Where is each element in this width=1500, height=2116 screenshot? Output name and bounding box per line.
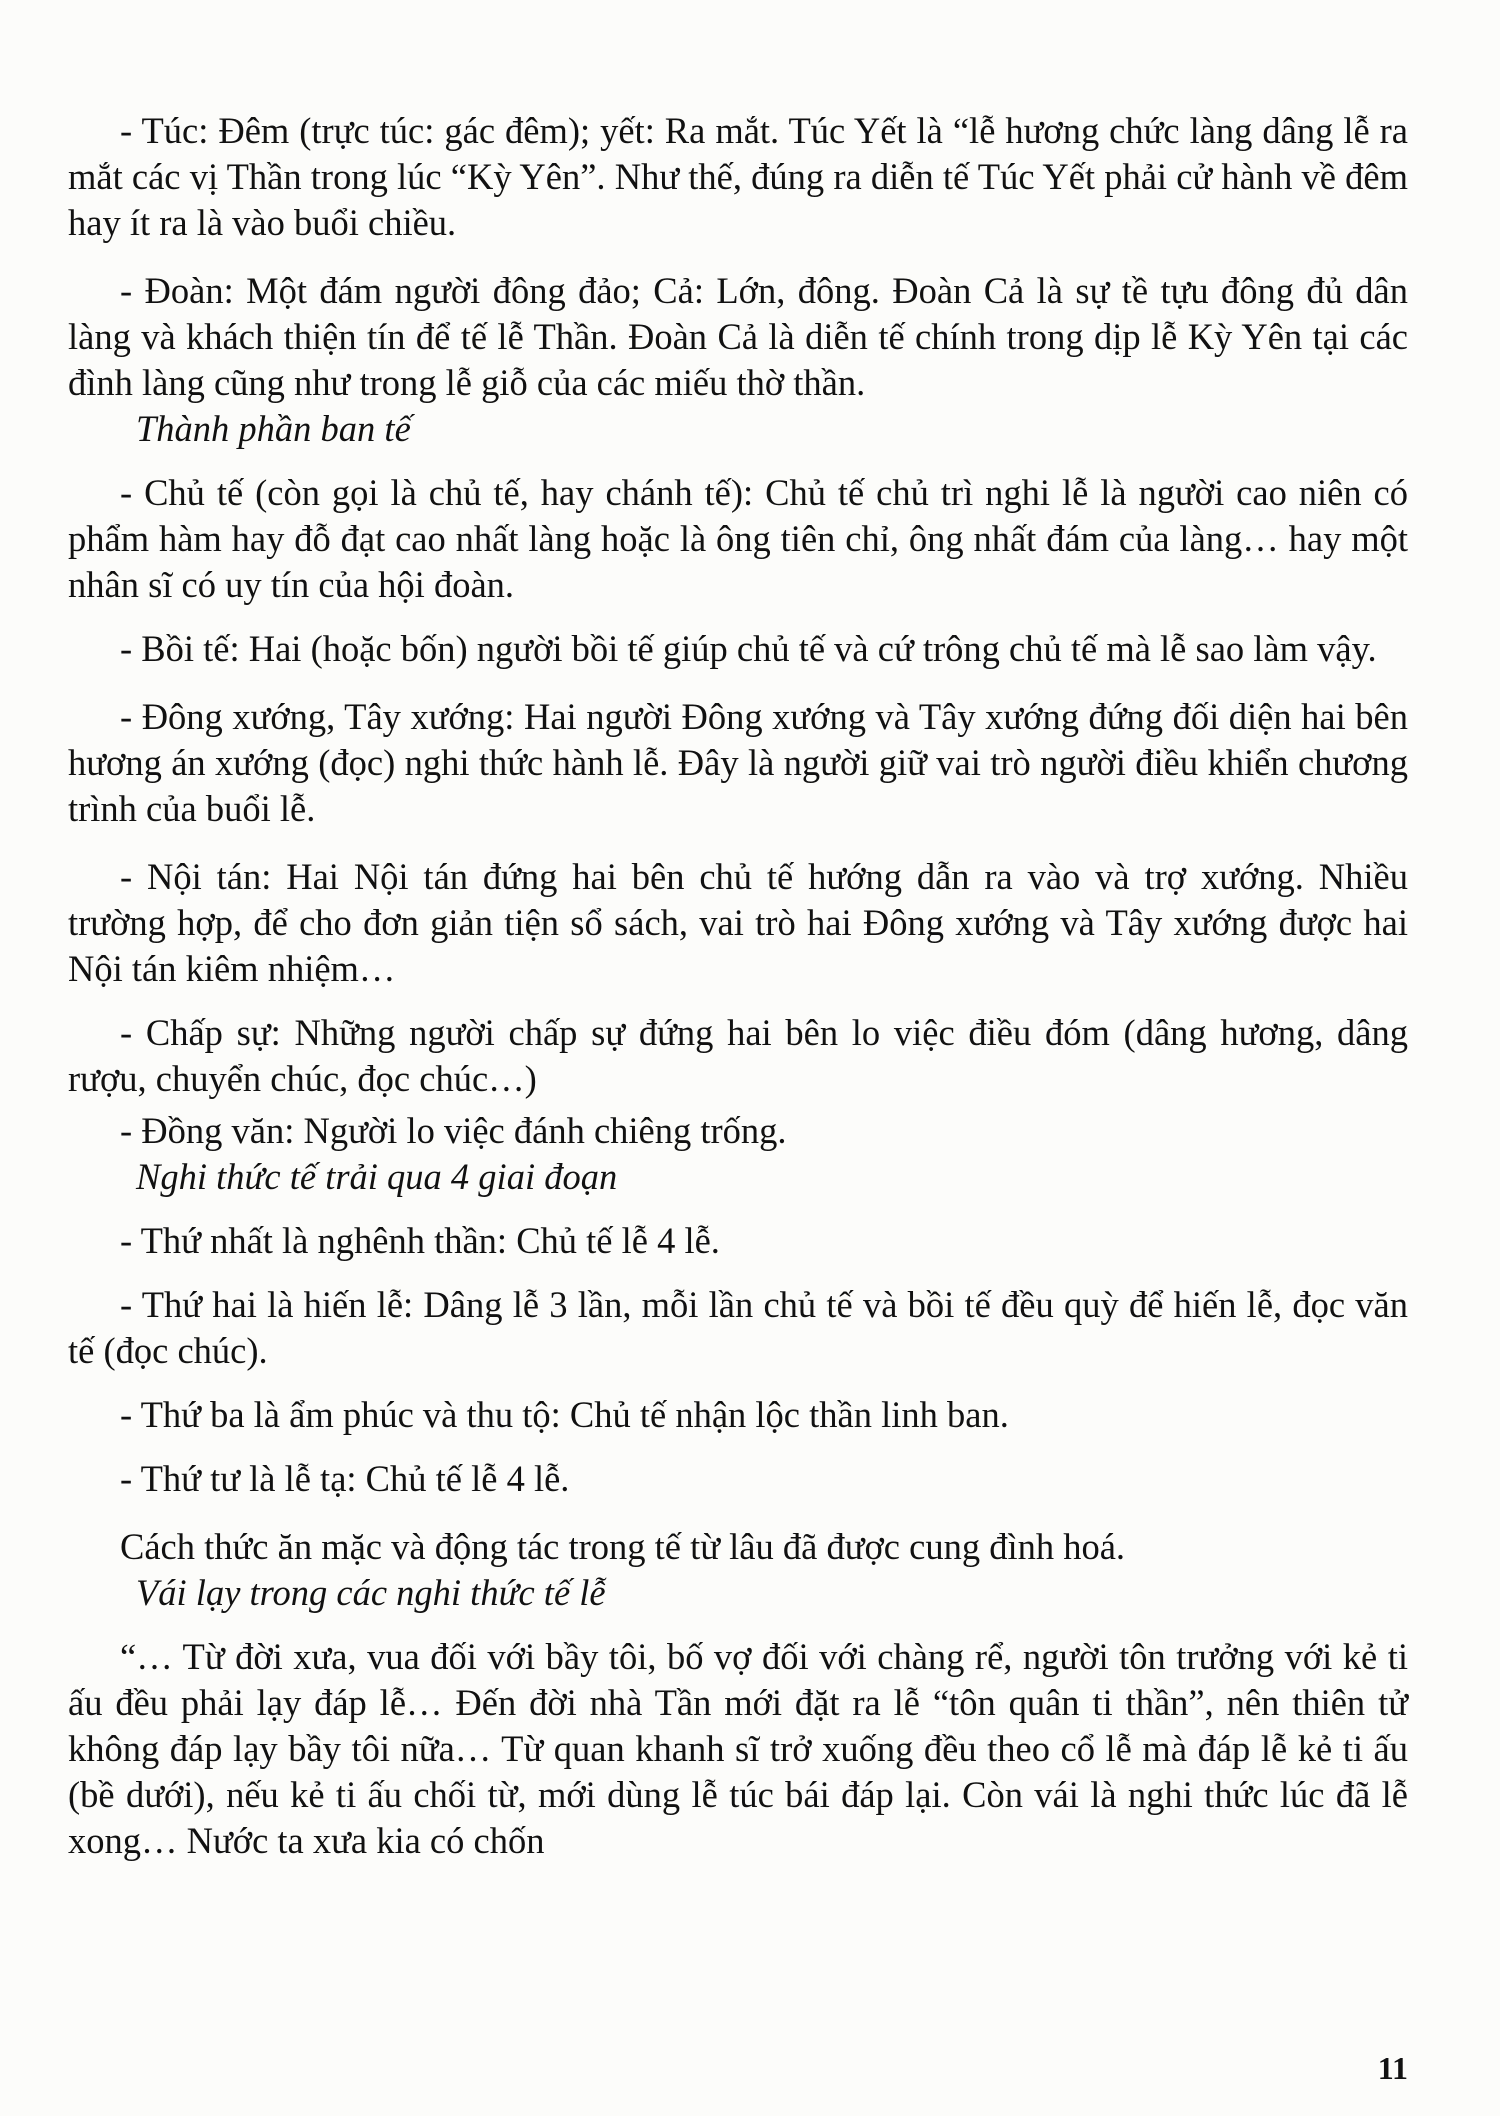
page-number: 11 xyxy=(1377,2050,1408,2086)
heading-thanh-phan-ban-te: Thành phần ban tế xyxy=(136,408,411,449)
paragraph-dong-van: - Đồng văn: Người lo việc đánh chiêng trống. xyxy=(120,1110,787,1151)
paragraph-boi-te: - Bồi tế: Hai (hoặc bốn) người bồi tế giúp chủ tế và cứ trông chủ tế mà lễ sao làm vậy. xyxy=(120,628,1377,669)
paragraph-chu-te: - Chủ tế (còn gọi là chủ tế, hay chánh tế): Chủ tế chủ trì nghi lễ là người cao niên có phẩm hàm hay đỗ đạt cao nhất làng hoặc là ông tiên chỉ, ông nhất đám của làng… hay một nhân sĩ có uy tín của hội đoàn. xyxy=(68,472,1408,605)
heading-vai-lay: Vái lạy trong các nghi thức tế lễ xyxy=(136,1572,606,1613)
paragraph-doan-ca: - Đoàn: Một đám người đông đảo; Cả: Lớn, đông. Đoàn Cả là sự tề tựu đông đủ dân làng và khách thiện tín để tế lễ Thần. Đoàn Cả là diễn tế chính trong dịp lễ Kỳ Yên tại các đình làng cũng như trong lễ giỗ của các miếu thờ thần. xyxy=(68,270,1408,403)
heading-nghi-thuc-te: Nghi thức tế trải qua 4 giai đoạn xyxy=(136,1156,618,1197)
paragraph-cach-thuc-an-mac: Cách thức ăn mặc và động tác trong tế từ lâu đã được cung đình hoá. xyxy=(120,1526,1126,1567)
paragraph-thu-nhat: - Thứ nhất là nghênh thần: Chủ tế lễ 4 lễ. xyxy=(120,1220,720,1261)
paragraph-thu-ba: - Thứ ba là ẩm phúc và thu tộ: Chủ tế nhận lộc thần linh ban. xyxy=(120,1394,1009,1435)
paragraph-thu-tu: - Thứ tư là lễ tạ: Chủ tế lễ 4 lễ. xyxy=(120,1458,570,1499)
paragraph-dong-xuong-tay-xuong: - Đông xướng, Tây xướng: Hai người Đông xướng và Tây xướng đứng đối diện hai bên hương án xướng (đọc) nghi thức hành lễ. Đây là người giữ vai trò người điều khiển chương trình của buổi lễ. xyxy=(68,696,1408,829)
page-body xyxy=(68,108,1408,1864)
paragraph-noi-tan: - Nội tán: Hai Nội tán đứng hai bên chủ tế hướng dẫn ra vào và trợ xướng. Nhiều trường hợp, để cho đơn giản tiện sổ sách, vai trò hai Đông xướng và Tây xướng được hai Nội tán kiêm nhiệm… xyxy=(68,856,1408,989)
paragraph-tuc-yet: - Túc: Đêm (trực túc: gác đêm); yết: Ra mắt. Túc Yết là “lễ hương chức làng dâng lễ ra mắt các vị Thần trong lúc “Kỳ Yên”. Như thế, đúng ra diễn tế Túc Yết phải cử hành về đêm hay ít ra là vào buổi chiều. xyxy=(68,110,1408,243)
paragraph-chap-su: - Chấp sự: Những người chấp sự đứng hai bên lo việc điều đóm (dâng hương, dâng rượu, chuyển chúc, đọc chúc…) xyxy=(68,1012,1408,1099)
paragraph-thu-hai: - Thứ hai là hiến lễ: Dâng lễ 3 lần, mỗi lần chủ tế và bồi tế đều quỳ để hiến lễ, đọc văn tế (đọc chúc). xyxy=(68,1284,1408,1371)
paragraph-quotation: “… Từ đời xưa, vua đối với bầy tôi, bố vợ đối với chàng rể, người tôn trưởng với kẻ ti ấu đều phải lạy đáp lễ… Đến đời nhà Tần mới đặt ra lễ “tôn quân ti thần”, nên thiên tử không đáp lạy bầy tôi nữa… Từ quan khanh sĩ trở xuống đều theo cổ lễ mà đáp lễ kẻ ti ấu (bề dưới), nếu kẻ ti ấu chối từ, mới dùng lễ túc bái đáp lại. Còn vái là nghi thức lúc đã lễ xong… Nước ta xưa kia có chốn xyxy=(68,1636,1408,1861)
